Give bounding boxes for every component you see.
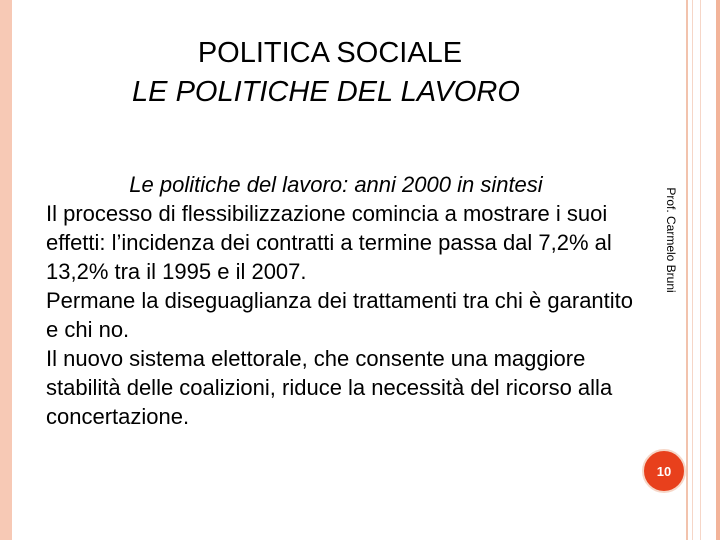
slide-subtitle-heading: LE POLITICHE DEL LAVORO bbox=[132, 76, 520, 108]
slide-title: POLITICA SOCIALE bbox=[197, 37, 463, 69]
right-decorative-line bbox=[692, 0, 693, 540]
author-credit: Prof. Carmelo Bruni bbox=[664, 187, 678, 293]
page-number: 10 bbox=[656, 463, 672, 479]
page-number-badge bbox=[642, 449, 686, 493]
right-decorative-line bbox=[686, 0, 688, 540]
slide-body bbox=[46, 170, 646, 431]
body-paragraph: Permane la diseguaglianza dei trattamenti tra chi è garantito e chi no. bbox=[46, 288, 634, 342]
right-decorative-line bbox=[700, 0, 701, 540]
right-decorative-border bbox=[716, 0, 720, 540]
body-paragraph: Il processo di flessibilizzazione comincia a mostrare i suoi effetti: l’incidenza dei contratti a termine passa dal 7,2% al 13,2% tra il 1995 e il 2007. bbox=[46, 201, 612, 284]
section-subtitle: Le politiche del lavoro: anni 2000 in sintesi bbox=[129, 172, 543, 197]
body-paragraph: Il nuovo sistema elettorale, che consente una maggiore stabilità delle coalizioni, riduce la necessità del ricorso alla concertazione. bbox=[46, 346, 613, 429]
